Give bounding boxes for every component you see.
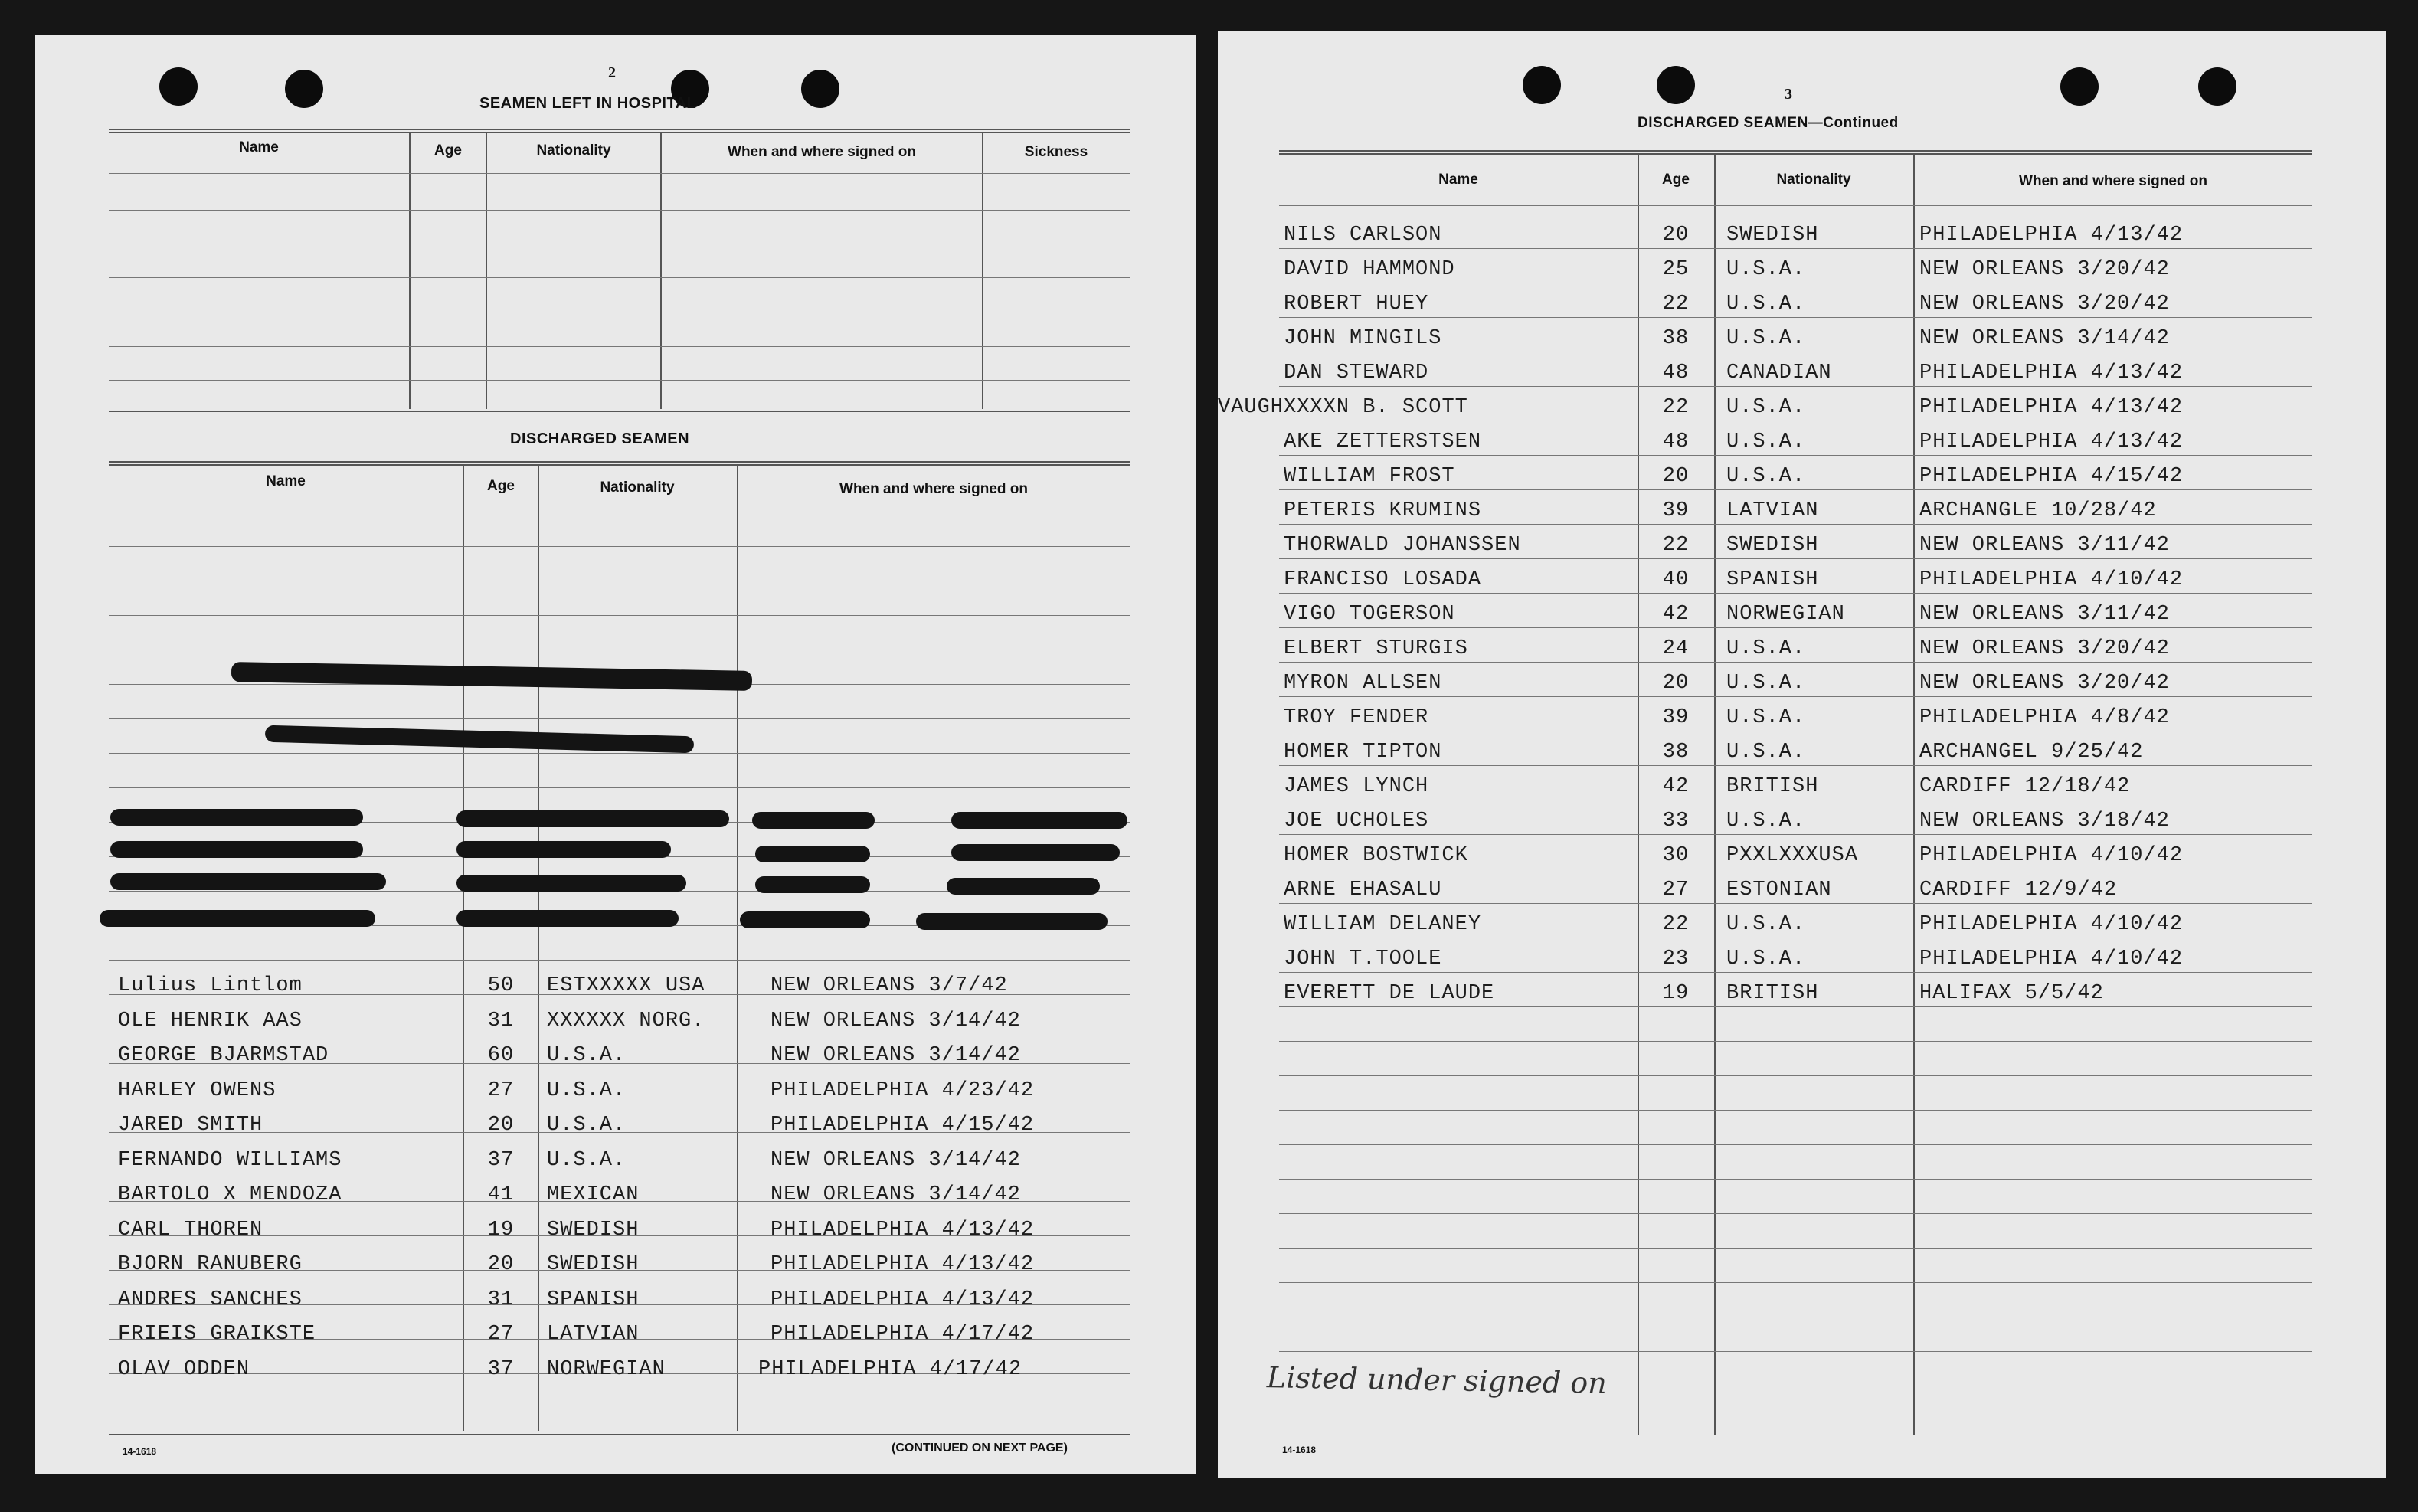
seaman-name: JOE UCHOLES [1284, 810, 1429, 833]
seaman-signed-on: ARCHANGLE 10/28/42 [1919, 499, 2157, 522]
punch-hole [2198, 67, 2236, 106]
seaman-nationality: U.S.A. [1726, 258, 1806, 281]
seaman-signed-on: PHILADELPHIA 4/13/42 [1919, 430, 2184, 453]
row-rule [1279, 1110, 2312, 1111]
seaman-nationality: U.S.A. [1726, 396, 1806, 419]
seaman-nationality: SWEDISH [1726, 224, 1819, 247]
row-rule [1279, 903, 2312, 904]
row-rule [1279, 765, 2312, 766]
row-rule [1279, 489, 2312, 490]
seaman-nationality: NORWEGIAN [1726, 603, 1845, 626]
seaman-nationality: U.S.A. [1726, 672, 1806, 695]
seaman-name: HOMER TIPTON [1284, 741, 1442, 764]
punch-hole [801, 70, 839, 108]
seaman-age: 22 [1662, 913, 1690, 936]
seaman-signed-on: PHILADELPHIA 4/13/42 [1919, 362, 2184, 385]
row-rule [109, 718, 1130, 719]
seaman-nationality: U.S.A. [1726, 637, 1806, 660]
row-rule [109, 753, 1130, 754]
seaman-nationality: U.S.A. [1726, 293, 1806, 316]
seaman-nationality: ESTXXXXX USA [547, 974, 705, 997]
seaman-name: ARNE EHASALU [1284, 879, 1442, 902]
seaman-nationality: U.S.A. [547, 1078, 627, 1102]
seaman-name: JOHN T.TOOLE [1284, 947, 1442, 970]
hospital-section-title: SEAMEN LEFT IN HOSPITAL [479, 95, 697, 112]
table-rule [1279, 150, 2312, 152]
row-rule [1279, 558, 2312, 559]
seaman-age: 20 [487, 1253, 515, 1276]
seaman-age: 20 [1662, 465, 1690, 488]
page-number: 2 [608, 64, 616, 81]
table-rule [109, 464, 1130, 466]
table-rule [109, 411, 1130, 412]
seaman-name: AKE ZETTERSTSEN [1284, 430, 1482, 453]
table-rule [109, 461, 1130, 463]
redaction-mark [110, 809, 363, 826]
seaman-signed-on: NEW ORLEANS 3/14/42 [771, 1183, 1021, 1206]
redaction-mark [951, 844, 1120, 861]
hospital-header-sickness: Sickness [1024, 144, 1088, 160]
seaman-nationality: U.S.A. [1726, 810, 1806, 833]
punch-hole [1657, 66, 1695, 104]
redaction-mark [456, 810, 729, 827]
seaman-name: THORWALD JOHANSSEN [1284, 534, 1521, 557]
discharged-header-signed-on: When and where signed on [839, 481, 1028, 497]
seaman-nationality: U.S.A. [547, 1044, 627, 1067]
redaction-mark [110, 873, 386, 890]
seaman-signed-on: PHILADELPHIA 4/8/42 [1919, 706, 2170, 729]
punch-hole [285, 70, 323, 108]
seaman-name: NILS CARLSON [1284, 224, 1442, 247]
continued-header-name: Name [1438, 172, 1478, 188]
seaman-signed-on: PHILADELPHIA 4/15/42 [771, 1114, 1035, 1137]
seaman-name: GEORGE BJARMSTAD [118, 1044, 329, 1067]
seaman-nationality: U.S.A. [1726, 947, 1806, 970]
seaman-signed-on: PHILADELPHIA 4/13/42 [1919, 396, 2184, 419]
seaman-name: FERNANDO WILLIAMS [118, 1148, 342, 1172]
seaman-age: 23 [1662, 947, 1690, 970]
seaman-age: 22 [1662, 534, 1690, 557]
seaman-signed-on: PHILADELPHIA 4/10/42 [1919, 913, 2184, 936]
discharged-continued-title: DISCHARGED SEAMEN—Continued [1638, 115, 1899, 131]
row-rule [1279, 662, 2312, 663]
row-rule [1279, 1213, 2312, 1214]
row-rule [1279, 834, 2312, 835]
seaman-name: WILLIAM FROST [1284, 465, 1455, 488]
row-rule [1279, 593, 2312, 594]
continued-note: (CONTINUED ON NEXT PAGE) [892, 1442, 1068, 1455]
handwritten-note: Listed under signed on [1266, 1360, 1608, 1400]
seaman-age: 38 [1662, 741, 1690, 764]
seaman-nationality: CANADIAN [1726, 362, 1832, 385]
seaman-name: MYRON ALLSEN [1284, 672, 1442, 695]
seaman-signed-on: PHILADELPHIA 4/13/42 [771, 1288, 1035, 1311]
seaman-nationality: SPANISH [547, 1288, 640, 1311]
seaman-signed-on: NEW ORLEANS 3/20/42 [1919, 293, 2170, 316]
redaction-mark [947, 878, 1100, 895]
row-rule [1279, 317, 2312, 318]
row-rule [1279, 1248, 2312, 1249]
right-page [1218, 31, 2386, 1478]
seaman-signed-on: NEW ORLEANS 3/11/42 [1919, 603, 2170, 626]
left-page [35, 35, 1196, 1474]
seaman-age: 20 [1662, 672, 1690, 695]
seaman-age: 40 [1662, 568, 1690, 591]
seaman-name: DAVID HAMMOND [1284, 258, 1455, 281]
seaman-age: 19 [487, 1218, 515, 1242]
seaman-age: 27 [487, 1078, 515, 1102]
seaman-nationality: XXXXXX NORG. [547, 1009, 705, 1033]
seaman-signed-on: PHILADELPHIA 4/13/42 [771, 1218, 1035, 1242]
seaman-age: 30 [1662, 844, 1690, 867]
discharged-header-nationality: Nationality [600, 479, 675, 496]
discharged-header-name: Name [266, 473, 306, 489]
continued-header-signed-on: When and where signed on [2019, 173, 2207, 189]
column-rule [737, 466, 738, 1431]
seaman-signed-on: NEW ORLEANS 3/20/42 [1919, 637, 2170, 660]
seaman-name: OLE HENRIK AAS [118, 1009, 303, 1033]
row-rule [1279, 455, 2312, 456]
column-rule [1913, 155, 1915, 1435]
row-rule [1279, 386, 2312, 387]
hospital-header-nationality: Nationality [536, 142, 611, 159]
row-rule [109, 173, 1130, 174]
seaman-name: WILLIAM DELANEY [1284, 913, 1482, 936]
seaman-signed-on: NEW ORLEANS 3/14/42 [1919, 327, 2170, 350]
seaman-name: BARTOLO X MENDOZA [118, 1183, 342, 1206]
seaman-name: FRIEIS GRAIKSTE [118, 1323, 316, 1346]
seaman-age: 39 [1662, 499, 1690, 522]
seaman-signed-on: NEW ORLEANS 3/14/42 [771, 1044, 1021, 1067]
redaction-mark [110, 841, 363, 858]
seaman-name: JOHN MINGILS [1284, 327, 1442, 350]
seaman-age: 42 [1662, 775, 1690, 798]
column-rule [463, 466, 464, 1431]
seaman-age: 22 [1662, 396, 1690, 419]
seaman-name: BJORN RANUBERG [118, 1253, 303, 1276]
punch-hole [159, 67, 198, 106]
row-rule [1279, 524, 2312, 525]
discharged-header-age: Age [487, 478, 515, 494]
redaction-mark [100, 910, 375, 927]
seaman-name: OLAV ODDEN [118, 1357, 250, 1381]
seaman-nationality: U.S.A. [1726, 327, 1806, 350]
row-rule [109, 615, 1130, 616]
seaman-signed-on: CARDIFF 12/18/42 [1919, 775, 2131, 798]
redaction-mark [456, 875, 686, 892]
seaman-age: 20 [487, 1114, 515, 1137]
seaman-nationality: LATVIAN [547, 1323, 640, 1346]
discharged-section-title: DISCHARGED SEAMEN [510, 430, 690, 447]
redaction-mark [951, 812, 1127, 829]
row-rule [1279, 696, 2312, 697]
seaman-signed-on: PHILADELPHIA 4/15/42 [1919, 465, 2184, 488]
seaman-name: EVERETT DE LAUDE [1284, 982, 1495, 1005]
row-rule [1279, 1351, 2312, 1352]
seaman-age: 25 [1662, 258, 1690, 281]
hospital-header-signed-on: When and where signed on [728, 144, 916, 160]
seaman-nationality: NORWEGIAN [547, 1357, 666, 1381]
seaman-signed-on: PHILADELPHIA 4/13/42 [771, 1253, 1035, 1276]
seaman-nationality: LATVIAN [1726, 499, 1819, 522]
seaman-age: 50 [487, 974, 515, 997]
row-rule [1279, 627, 2312, 628]
form-number: 14-1618 [123, 1446, 157, 1457]
row-rule [1279, 1179, 2312, 1180]
seaman-nationality: BRITISH [1726, 982, 1819, 1005]
table-rule [109, 132, 1130, 133]
seaman-nationality: U.S.A. [547, 1148, 627, 1172]
seaman-age: 33 [1662, 810, 1690, 833]
redaction-mark [456, 841, 671, 858]
seaman-nationality: U.S.A. [1726, 706, 1806, 729]
seaman-age: 48 [1662, 362, 1690, 385]
seaman-name: Lulius Lintlom [118, 974, 303, 997]
seaman-age: 19 [1662, 982, 1690, 1005]
seaman-signed-on: NEW ORLEANS 3/14/42 [771, 1009, 1021, 1033]
redaction-mark [265, 725, 694, 754]
seaman-signed-on: NEW ORLEANS 3/14/42 [771, 1148, 1021, 1172]
seaman-signed-on: PHILADELPHIA 4/17/42 [758, 1357, 1022, 1381]
seaman-name: CARL THOREN [118, 1218, 263, 1242]
seaman-nationality: SPANISH [1726, 568, 1819, 591]
seaman-nationality: U.S.A. [1726, 430, 1806, 453]
seaman-signed-on: PHILADELPHIA 4/10/42 [1919, 844, 2184, 867]
seaman-signed-on: HALIFAX 5/5/42 [1919, 982, 2104, 1005]
seaman-age: 27 [1662, 879, 1690, 902]
seaman-signed-on: CARDIFF 12/9/42 [1919, 879, 2118, 902]
table-rule [1279, 153, 2312, 155]
redaction-mark [740, 911, 870, 928]
row-rule [1279, 1075, 2312, 1076]
redaction-mark [752, 812, 875, 829]
punch-hole [1523, 66, 1561, 104]
seaman-nationality: SWEDISH [1726, 534, 1819, 557]
seaman-name: HOMER BOSTWICK [1284, 844, 1468, 867]
redaction-mark [916, 913, 1108, 930]
seaman-signed-on: NEW ORLEANS 3/7/42 [771, 974, 1008, 997]
row-rule [1279, 1041, 2312, 1042]
punch-hole [2060, 67, 2099, 106]
seaman-name: VAUGHXXXXN B. SCOTT [1218, 396, 1468, 419]
seaman-name: FRANCISO LOSADA [1284, 568, 1482, 591]
row-rule [109, 346, 1130, 347]
continued-header-age: Age [1662, 172, 1690, 188]
seaman-nationality: SWEDISH [547, 1253, 640, 1276]
seaman-age: 60 [487, 1044, 515, 1067]
seaman-signed-on: PHILADELPHIA 4/10/42 [1919, 947, 2184, 970]
seaman-signed-on: NEW ORLEANS 3/11/42 [1919, 534, 2170, 557]
seaman-age: 20 [1662, 224, 1690, 247]
seaman-age: 31 [487, 1009, 515, 1033]
table-rule [109, 1434, 1130, 1435]
seaman-name: JAMES LYNCH [1284, 775, 1429, 798]
seaman-signed-on: PHILADELPHIA 4/23/42 [771, 1078, 1035, 1102]
row-rule [1279, 1282, 2312, 1283]
row-rule [1279, 1144, 2312, 1145]
seaman-age: 22 [1662, 293, 1690, 316]
column-rule [486, 133, 487, 409]
seaman-nationality: MEXICAN [547, 1183, 640, 1206]
row-rule [1279, 205, 2312, 206]
seaman-signed-on: PHILADELPHIA 4/17/42 [771, 1323, 1035, 1346]
row-rule [1279, 1006, 2312, 1007]
row-rule [109, 960, 1130, 961]
row-rule [1279, 248, 2312, 249]
seaman-signed-on: ARCHANGEL 9/25/42 [1919, 741, 2144, 764]
column-rule [982, 133, 983, 409]
seaman-name: DAN STEWARD [1284, 362, 1429, 385]
seaman-age: 41 [487, 1183, 515, 1206]
seaman-age: 38 [1662, 327, 1690, 350]
seaman-age: 27 [487, 1323, 515, 1346]
seaman-signed-on: PHILADELPHIA 4/13/42 [1919, 224, 2184, 247]
row-rule [109, 787, 1130, 788]
seaman-nationality: U.S.A. [547, 1114, 627, 1137]
seaman-signed-on: NEW ORLEANS 3/18/42 [1919, 810, 2170, 833]
seaman-nationality: ESTONIAN [1726, 879, 1832, 902]
seaman-age: 42 [1662, 603, 1690, 626]
row-rule [109, 277, 1130, 278]
seaman-age: 24 [1662, 637, 1690, 660]
hospital-header-age: Age [434, 142, 462, 159]
seaman-nationality: BRITISH [1726, 775, 1819, 798]
seaman-name: JARED SMITH [118, 1114, 263, 1137]
seaman-name: ANDRES SANCHES [118, 1288, 303, 1311]
row-rule [109, 546, 1130, 547]
seaman-age: 48 [1662, 430, 1690, 453]
seaman-name: HARLEY OWENS [118, 1078, 276, 1102]
column-rule [1714, 155, 1716, 1435]
seaman-nationality: U.S.A. [1726, 913, 1806, 936]
page-number: 3 [1785, 86, 1792, 103]
redaction-mark [231, 662, 752, 691]
redaction-mark [755, 846, 870, 862]
column-rule [660, 133, 662, 409]
column-rule [538, 466, 539, 1431]
row-rule [109, 380, 1130, 381]
form-number: 14-1618 [1282, 1445, 1317, 1455]
seaman-signed-on: PHILADELPHIA 4/10/42 [1919, 568, 2184, 591]
hospital-header-name: Name [239, 139, 279, 155]
seaman-nationality: SWEDISH [547, 1218, 640, 1242]
seaman-age: 37 [487, 1357, 515, 1381]
seaman-name: ROBERT HUEY [1284, 293, 1429, 316]
seaman-nationality: PXXLXXXUSA [1726, 844, 1859, 867]
redaction-mark [755, 876, 870, 893]
seaman-signed-on: NEW ORLEANS 3/20/42 [1919, 258, 2170, 281]
seaman-name: TROY FENDER [1284, 706, 1429, 729]
seaman-name: VIGO TOGERSON [1284, 603, 1455, 626]
row-rule [1279, 972, 2312, 973]
redaction-mark [456, 910, 679, 927]
row-rule [109, 210, 1130, 211]
seaman-age: 31 [487, 1288, 515, 1311]
seaman-age: 39 [1662, 706, 1690, 729]
seaman-nationality: U.S.A. [1726, 741, 1806, 764]
seaman-name: ELBERT STURGIS [1284, 637, 1468, 660]
seaman-signed-on: NEW ORLEANS 3/20/42 [1919, 672, 2170, 695]
seaman-nationality: U.S.A. [1726, 465, 1806, 488]
continued-header-nationality: Nationality [1776, 172, 1851, 188]
table-rule [109, 129, 1130, 130]
seaman-age: 37 [487, 1148, 515, 1172]
seaman-name: PETERIS KRUMINS [1284, 499, 1482, 522]
column-rule [409, 133, 411, 409]
